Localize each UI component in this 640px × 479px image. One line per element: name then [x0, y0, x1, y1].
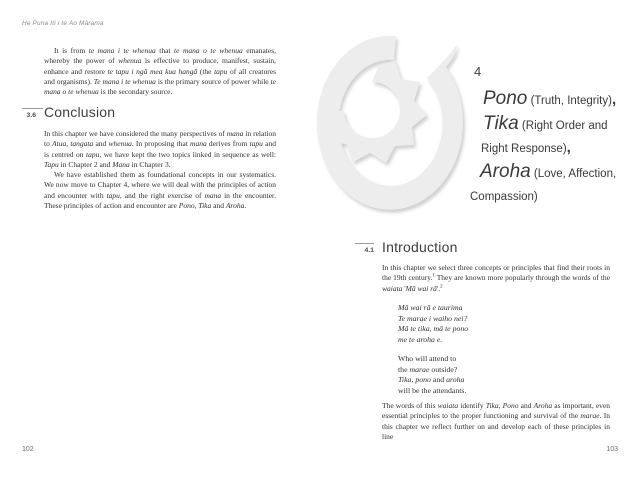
waiata-verse — [398, 303, 468, 345]
paragraph: It is from te mana i te whenua that te mana o te whenua emanates, whereby the power of whenua is effective to produce, manifest, sustain, enhance and restore te tapu i ngā mea kua hangā (the tapu of all creatures and organisms). Te mana i te whenua is the primary source of power while te mana o te whenua is the secondary source. — [44, 46, 277, 97]
waiata-translation — [398, 354, 466, 396]
paragraph: We have established them as foundational concepts in our systematics. We now move to Chapter 4, where we will deal with the principles of action and encounter with tapu, and the right exercise of mana in the encounter. These principles of action and encounter are Pono, Tika and Aroha. — [44, 170, 276, 211]
waiata-line: Mā te tika, mā te pono — [398, 324, 469, 333]
closing-paragraph — [382, 401, 610, 442]
section-number: 3.6 — [26, 112, 36, 119]
paragraph: In this chapter we select three concepts or principles that find their roots in the 19th century.$^1$ They are known more popularly through the words of the waiata 'Mā wai rā'.$^2$ — [382, 263, 610, 293]
translation-line: will be the attendants. — [398, 385, 467, 395]
section-title-introduction: Introduction — [382, 239, 458, 255]
waiata-line: me te aroha e. — [398, 334, 443, 344]
introduction-paragraph — [382, 263, 610, 294]
page-number-left: 102 — [22, 446, 34, 453]
chapter-title-line: Pono (Truth, Integrity), — [483, 88, 617, 109]
section-number: 4.1 — [364, 247, 374, 254]
chapter-title-line: Aroha (Love, Affection, — [480, 160, 617, 182]
chapter-number: 4 — [474, 64, 482, 79]
running-header: He Puna Iti i te Ao Mārama — [22, 20, 104, 27]
waiata-line: Te marae i waiho nei? — [398, 313, 468, 323]
waiata-line: Mā wai rā e taurima — [398, 303, 463, 312]
section-title-conclusion: Conclusion — [44, 104, 116, 120]
chapter-title — [470, 88, 635, 209]
translation-line: the marae outside? — [398, 364, 458, 374]
page-number-right: 103 — [606, 446, 618, 453]
translation-line: Tika, pono and aroha — [398, 375, 465, 384]
paragraph: The words of this waiata identify Tika, Pono and Aroha as important, even essential principles to the proper functioning and survival of the marae. In this chapter we reflect further on and develop each of these principles in line — [382, 401, 611, 441]
chapter-title-line: Right Response), — [481, 139, 571, 156]
paragraph: In this chapter we have considered the many perspectives of mana in relation to Atua, tangata and whenua. In proposing that mana derives from tapu and is centred on tapu, we have kept the two topics linked in sequence as well: Tapu in Chapter 2 and Mana in Chapter 3. — [44, 129, 277, 169]
translation-line: Who will attend to — [398, 354, 457, 363]
chapter-title-line: Tika (Right Order and — [483, 112, 608, 134]
chapter-title-line: Compassion) — [470, 191, 538, 203]
section-rule — [355, 243, 374, 244]
